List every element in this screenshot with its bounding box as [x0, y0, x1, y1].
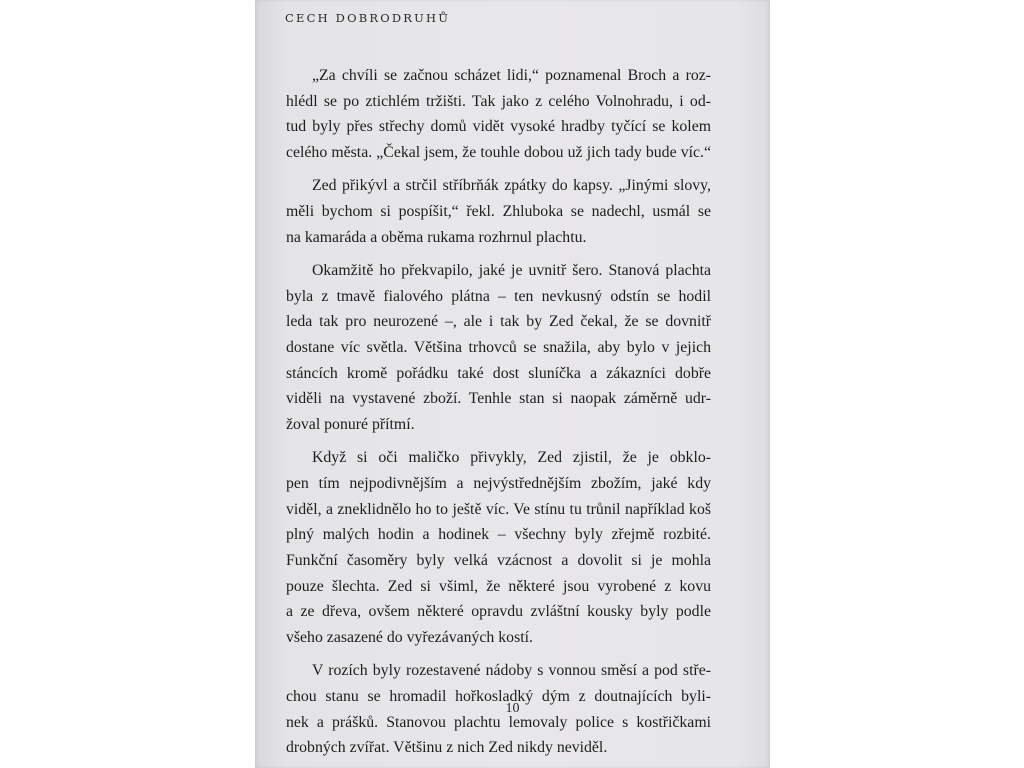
text-line: Zed přikývl a strčil stříbrňák zpátky do kapsy. „Jinými slovy, — [312, 177, 711, 195]
text-line: viděl, a zneklidnělo ho to ještě víc. Ve stínu tu trůnil například koš — [286, 500, 711, 518]
text-line: leda tak pro neurozené –, ale i tak by Zed čekal, že se dovnitř — [286, 313, 711, 331]
page-number: 10 — [505, 701, 520, 716]
text-line: všeho zasazené do vyřezávaných kostí. — [286, 628, 533, 646]
body-text — [286, 63, 711, 768]
text-line: „Za chvíli se začnou scházet lidi,“ poznamenal Broch a roz- — [312, 67, 711, 84]
text-line: na kamaráda a oběma rukama rozhrnul plachtu. — [286, 228, 587, 246]
text-line: žoval ponuré přítmí. — [286, 415, 415, 433]
text-line: Okamžitě ho překvapilo, jaké je uvnitř šero. Stanová plachta — [312, 261, 711, 279]
paragraph — [286, 63, 711, 166]
text-line: celého města. „Čekal jsem, že touhle dobou už jich tady bude víc.“ — [286, 144, 711, 162]
paragraph — [286, 258, 711, 438]
text-line: a ze dřeva, ovšem některé opravdu zvláštní kousky byly podle — [286, 603, 711, 621]
text-line: chou stanu se hromadil hořkosladký dým z doutnajících byli- — [286, 687, 711, 705]
text-line: plný malých hodin a hodinek – všechny byly zřejmě rozbité. — [286, 526, 711, 544]
text-line: viděli na vystavené zboží. Tenhle stan si naopak záměrně udr- — [286, 390, 711, 408]
text-line: nek a prášků. Stanovou plachtu lemovaly police s kostřičkami — [286, 713, 711, 731]
text-line: pen tím nejpodivnějším a nejvýstřednějším zbožím, jaké kdy — [286, 474, 711, 492]
text-line: měli bychom si pospíšit,“ řekl. Zhluboka se nadechl, usmál se — [286, 202, 711, 220]
text-line: Když si oči maličko přivykly, Zed zjistil, že je obklo- — [312, 449, 711, 467]
book-page — [255, 0, 770, 768]
text-line: pouze šlechta. Zed si všiml, že některé jsou vyrobené z kovu — [286, 577, 711, 595]
text-line: dostane víc světla. Většina trhovců se snažila, aby bylo v jejich — [286, 338, 711, 356]
text-line: drobných zvířat. Většinu z nich Zed nikdy neviděl. — [286, 739, 608, 757]
paragraph — [286, 173, 711, 250]
text-line: stáncích kromě pořádku také dost sluníčka a zákazníci dobře — [286, 364, 711, 382]
text-line: tud byly přes střechy domů vidět vysoké hradby tyčící se kolem — [286, 118, 711, 136]
text-line: hlédl se po ztichlém tržišti. Tak jako z celého Volnohradu, i od- — [286, 92, 711, 110]
text-line: Funkční časoměry byly velká vzácnost a dovolit si je mohla — [286, 551, 711, 569]
text-line: V rozích byly rozestavené nádoby s vonnou směsí a pod stře- — [312, 662, 711, 680]
paragraph — [286, 445, 711, 651]
text-line: byla z tmavě fialového plátna – ten nevkusný odstín se hodil — [286, 287, 711, 305]
running-head: CECH DOBRODRUHŮ — [285, 11, 451, 25]
